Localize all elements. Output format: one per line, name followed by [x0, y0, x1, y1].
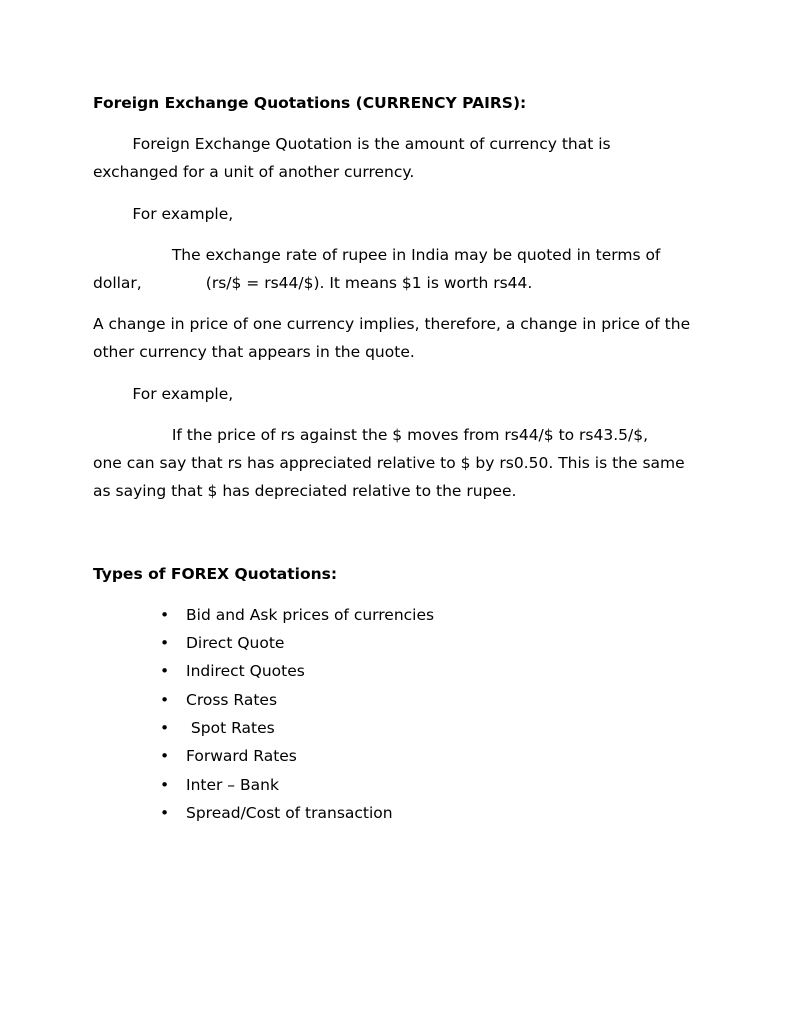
bullet-icon: • [160, 719, 170, 737]
example-2-line-2: one can say that rs has appreciated relative to $ by rs0.50. This is the same [93, 454, 685, 472]
paragraph-definition-line-2: exchanged for a unit of another currency. [93, 163, 415, 181]
list-item-text: Indirect Quotes [186, 662, 305, 680]
example-2-line-1: If the price of rs against the $ moves from rs44/$ to rs43.5/$, [93, 426, 649, 444]
example-2-line-3: as saying that $ has depreciated relative to the rupee. [93, 482, 517, 500]
bullet-icon: • [160, 804, 170, 822]
list-item-text: Bid and Ask prices of currencies [186, 606, 435, 624]
bullet-icon: • [160, 662, 170, 680]
list-item [160, 803, 393, 883]
list-item-text: Spot Rates [186, 719, 275, 737]
bullet-icon: • [160, 691, 170, 709]
list-item-text: Forward Rates [186, 747, 297, 765]
bullet-icon: • [160, 747, 170, 765]
section-heading-forex-quotations: Foreign Exchange Quotations (CURRENCY PAIRS): [93, 94, 527, 112]
section-heading-forex-types: Types of FOREX Quotations: [93, 565, 338, 583]
example-1-line-1: The exchange rate of rupee in India may be quoted in terms of [93, 246, 661, 264]
example-1-line-2: dollar, (rs/$ = rs44/$). It means $1 is worth rs44. [93, 274, 533, 292]
bullet-icon: • [160, 606, 170, 624]
bullet-icon: • [160, 776, 170, 794]
paragraph-definition-line-1: Foreign Exchange Quotation is the amount of currency that is [93, 135, 611, 153]
example-label-1: For example, [93, 205, 234, 223]
list-item-text: Cross Rates [186, 691, 278, 709]
paragraph-price-change-line-1: A change in price of one currency implies, therefore, a change in price of the [93, 315, 691, 333]
example-label-2: For example, [93, 385, 234, 403]
list-item-text: Spread/Cost of transaction [186, 804, 393, 822]
list-item-text: Inter – Bank [186, 776, 279, 794]
paragraph-price-change-line-2: other currency that appears in the quote. [93, 343, 415, 361]
bullet-icon: • [160, 634, 170, 652]
list-item-text: Direct Quote [186, 634, 285, 652]
